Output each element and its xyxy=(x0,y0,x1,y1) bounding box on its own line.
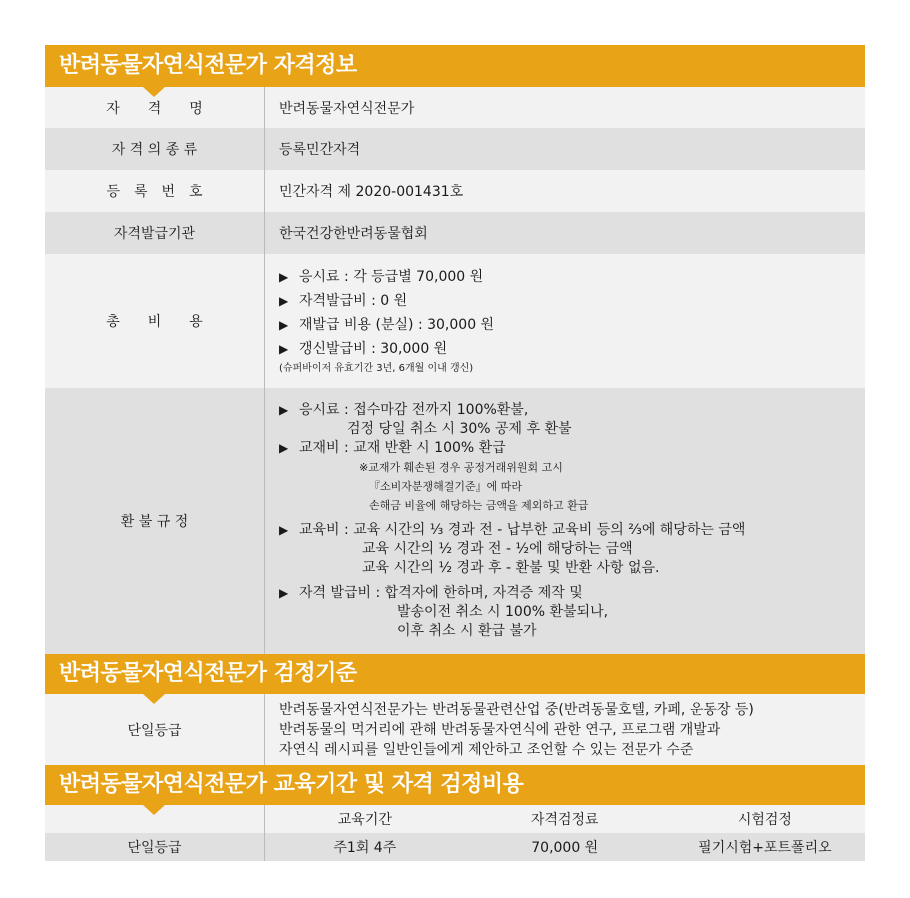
triangle-right-icon: ▶ xyxy=(279,318,289,332)
list-item: ▶ 교재비 : 교재 반환 시 100% 환급 xyxy=(279,440,506,456)
triangle-right-icon: ▶ xyxy=(279,294,289,308)
triangle-right-icon: ▶ xyxy=(279,441,289,455)
table-row xyxy=(45,833,865,861)
fees-row xyxy=(45,254,865,388)
row-value: 등록민간자격 xyxy=(265,128,866,170)
list-item-cont: 교육 시간의 ½ 경과 전 - ½에 해당하는 금액 xyxy=(362,541,633,557)
header-cell: 교육기간 xyxy=(265,805,465,833)
table-row xyxy=(45,694,865,765)
row-label: 자 격 명 xyxy=(45,87,265,128)
triangle-right-icon: ▶ xyxy=(279,586,289,600)
list-item: ▶ 응시료 : 각 등급별 70,000 원 xyxy=(279,265,865,289)
material-note: 『소비자분쟁해결기준』에 따라 xyxy=(369,480,523,493)
triangle-right-icon: ▶ xyxy=(279,403,289,417)
section-header-qualification-info xyxy=(45,45,865,87)
triangle-right-icon: ▶ xyxy=(279,523,289,537)
list-item: ▶ 재발급 비용 (분실) : 30,000 원 xyxy=(279,313,865,337)
refund-row xyxy=(45,388,865,654)
triangle-right-icon: ▶ xyxy=(279,342,289,356)
exam-criteria-table xyxy=(45,694,865,765)
fees-note: (슈퍼바이저 유효기간 3년, 6개월 이내 갱신) xyxy=(279,363,474,374)
row-value: 반려동물자연식전문가 xyxy=(265,87,866,128)
section-title: 반려동물자연식전문가 교육기간 및 자격 검정비용 xyxy=(59,772,524,797)
row-value: 민간자격 제 2020-001431호 xyxy=(265,170,866,212)
triangle-right-icon: ▶ xyxy=(279,270,289,284)
table-header-row xyxy=(45,805,865,833)
table-row xyxy=(45,87,865,128)
header-cell: 시험검정 xyxy=(665,805,865,833)
header-notch xyxy=(143,87,165,97)
row-label: 등 록 번 호 xyxy=(45,170,265,212)
material-note: ※교재가 훼손된 경우 공정거래위원회 고시 xyxy=(359,461,563,474)
table-cell: 70,000 원 xyxy=(465,833,665,861)
table-row xyxy=(45,128,865,170)
row-value: 한국건강한반려동물협회 xyxy=(265,212,866,254)
fees-list xyxy=(265,254,866,388)
header-notch xyxy=(143,694,165,704)
list-item-cont: 발송이전 취소 시 100% 환불되나, xyxy=(397,604,609,620)
list-item: ▶ 갱신발급비 : 30,000 원 xyxy=(279,337,865,361)
table-cell: 필기시험+포트폴리오 xyxy=(665,833,865,861)
header-notch xyxy=(143,805,165,815)
refund-list xyxy=(265,388,866,654)
row-label: 자 격 의 종 류 xyxy=(45,128,265,170)
list-item-cont: 이후 취소 시 환급 불가 xyxy=(397,623,537,639)
list-item: ▶ 응시료 : 접수마감 전까지 100%환불, xyxy=(279,402,529,418)
material-note: 손해금 비율에 해당하는 금액을 제외하고 환급 xyxy=(369,499,589,512)
certificate-info-sheet xyxy=(45,45,865,861)
list-item: ▶ 자격발급비 : 0 원 xyxy=(279,289,865,313)
section-title: 반려동물자연식전문가 검정기준 xyxy=(59,661,357,686)
list-item: ▶ 교육비 : 교육 시간의 ⅓ 경과 전 - 납부한 교육비 등의 ⅔에 해당하는 금액 xyxy=(279,522,746,538)
section-header-exam-criteria xyxy=(45,654,865,694)
education-cost-table xyxy=(45,805,865,861)
row-label: 자격발급기관 xyxy=(45,212,265,254)
section-title: 반려동물자연식전문가 자격정보 xyxy=(59,53,357,78)
table-row xyxy=(45,170,865,212)
table-row xyxy=(45,212,865,254)
grade-label: 단일등급 xyxy=(45,694,265,765)
fees-label: 총 비 용 xyxy=(45,254,265,388)
refund-label: 환 불 규 정 xyxy=(45,388,265,654)
list-item-cont: 검정 당일 취소 시 30% 공제 후 환불 xyxy=(347,421,572,437)
section-header-education-cost xyxy=(45,765,865,805)
qualification-info-table xyxy=(45,87,865,654)
criteria-description: 반려동물자연식전문가는 반려동물관련산업 중(반려동물호텔, 카페, 운동장 등) 반려동물의 먹거리에 관해 반려동물자연식에 관한 연구, 프로그램 개발과 자연식 레시피를 일반인들에게 제안하고 조언할 수 있는 전문가 수준 xyxy=(265,694,866,765)
list-item: ▶ 자격 발급비 : 합격자에 한하며, 자격증 제작 및 xyxy=(279,585,583,601)
list-item-cont: 교육 시간의 ½ 경과 후 - 환불 및 반환 사항 없음. xyxy=(362,560,660,576)
header-cell: 자격검정료 xyxy=(465,805,665,833)
table-cell: 단일등급 xyxy=(45,833,265,861)
table-cell: 주1회 4주 xyxy=(265,833,465,861)
